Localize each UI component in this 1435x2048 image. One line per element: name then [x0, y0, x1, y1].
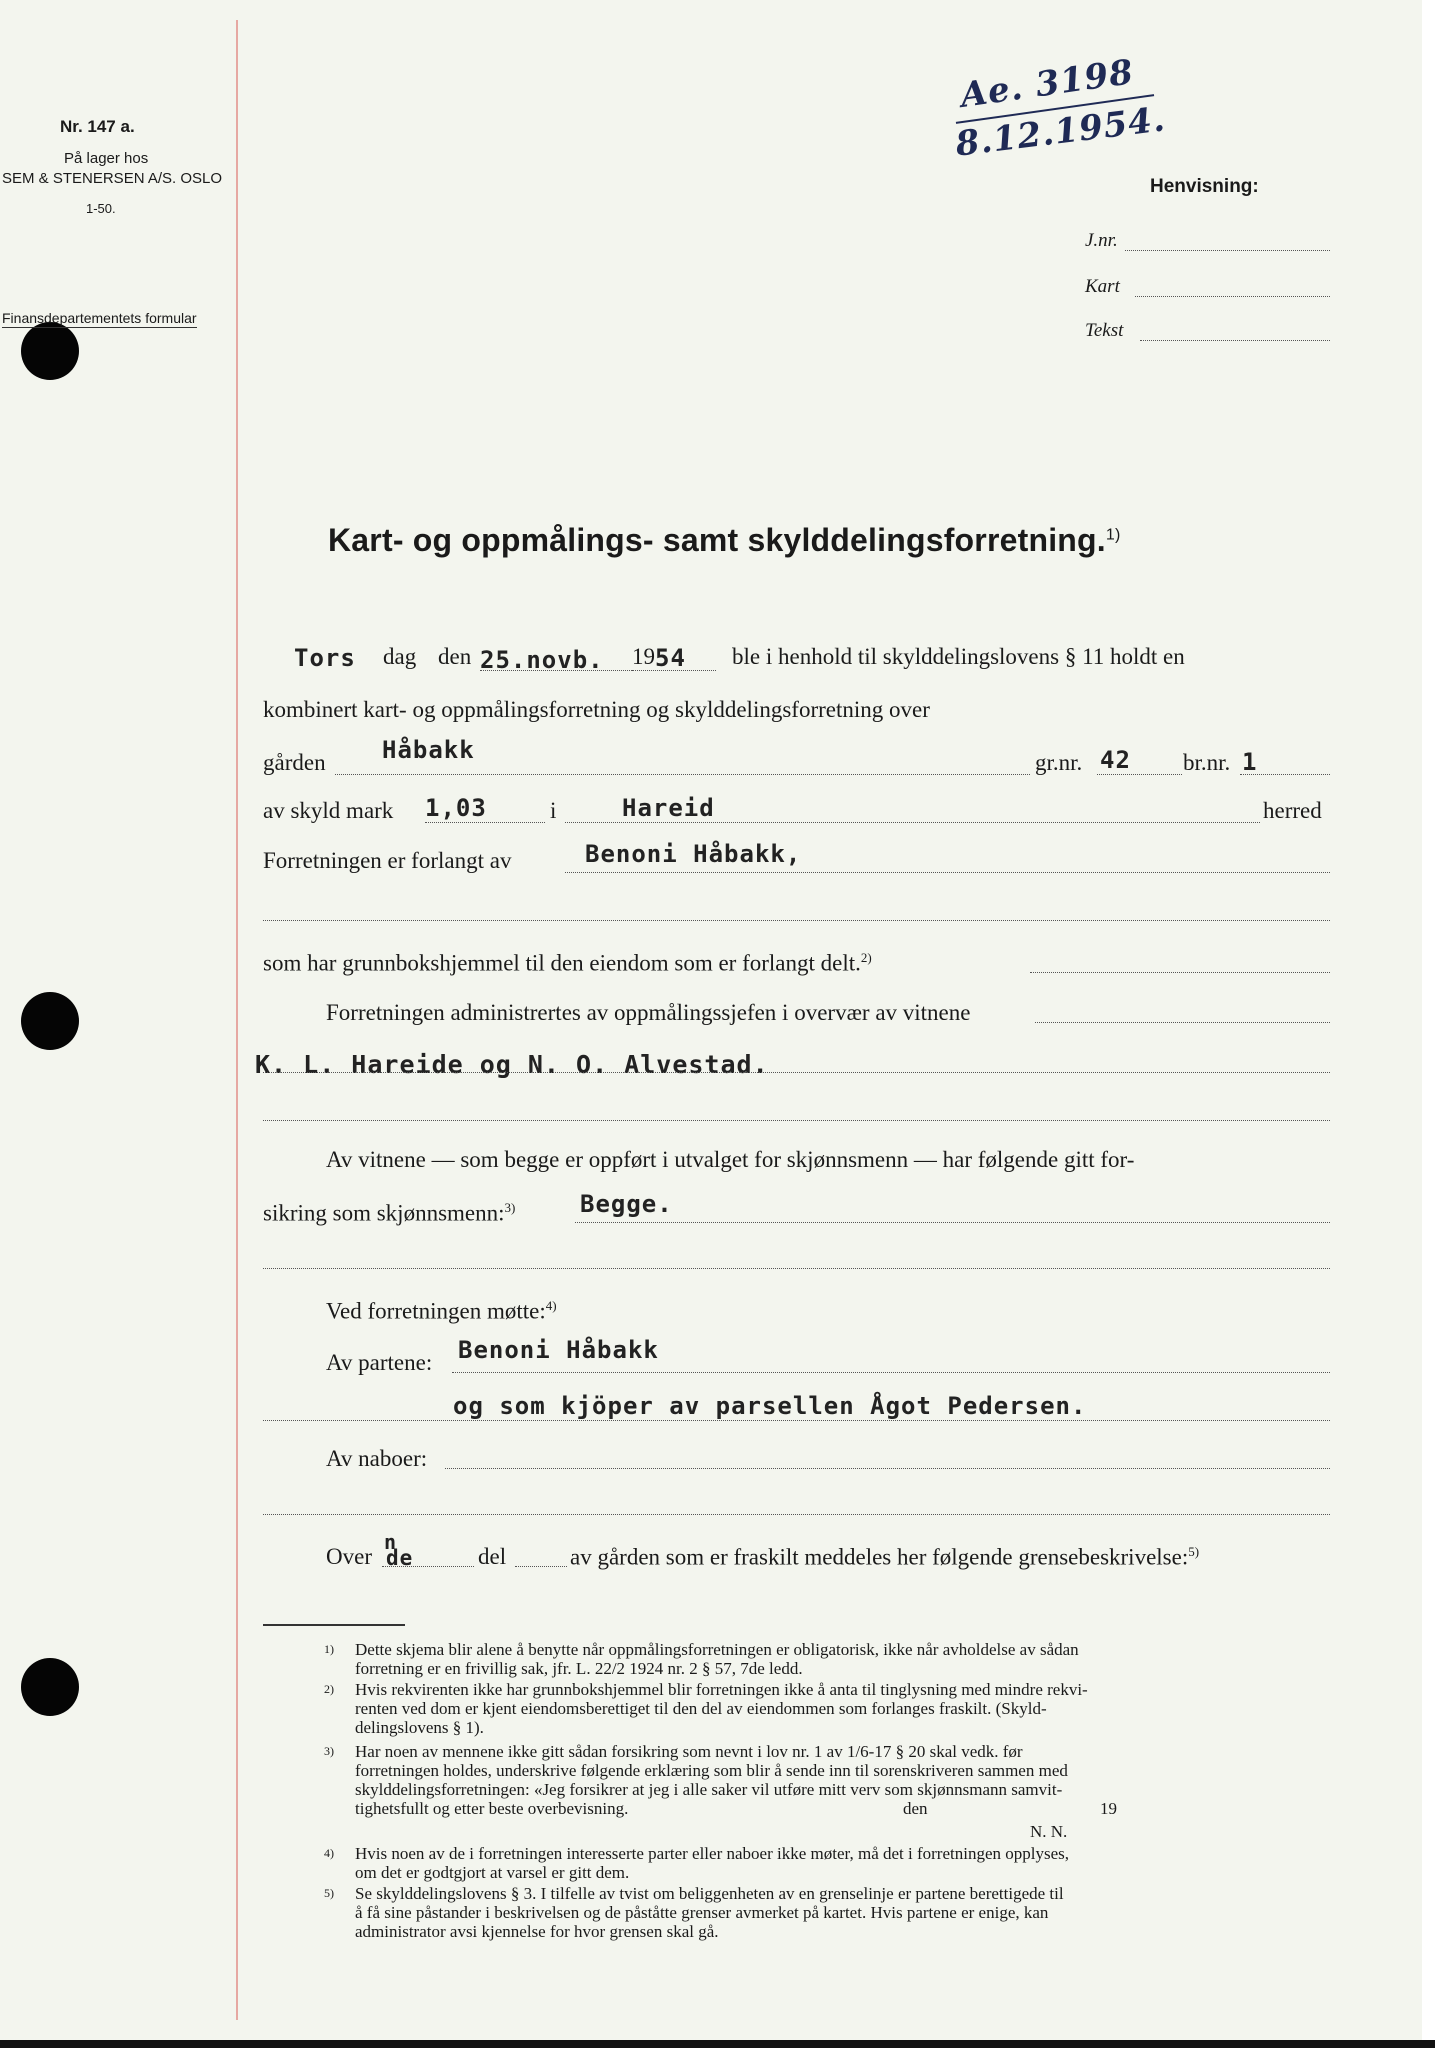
date-value: 25.novb. [480, 646, 604, 674]
boundary-text-span: av gården som er fraskilt meddeles her følgende grensebeskrivelse: [570, 1544, 1189, 1570]
parties-line-2: og som kjöper av parsellen Ågot Pedersen. [453, 1392, 1087, 1420]
footnote-1-line-1: Dette skjema blir alene å benytte når oppmålingsforretningen er obligatorisk, ikke når avholdelse av sådan [355, 1640, 1079, 1659]
over-label: Over [326, 1544, 372, 1569]
footnote-3-line-4: tighetsfullt og etter beste overbevisning. [355, 1799, 629, 1818]
witnesses-line [263, 1072, 1330, 1073]
parties-line-1-rule [452, 1372, 1330, 1373]
parties-line-2-rule [263, 1420, 1330, 1421]
footnote-5 [325, 1884, 1064, 1941]
declaration-signature: N. N. [1030, 1822, 1068, 1841]
brnr-line [1240, 774, 1330, 775]
footnote-3-line-3: skylddelingsforretningen: «Jeg forsikrer at jeg i alle saker vil utføre mitt verv som skjønnsmann samvit- [355, 1780, 1063, 1799]
over-value-n: n [384, 1530, 398, 1554]
footnote-1-line-2: forretning er en frivillig sak, jfr. L. 22/2 1924 nr. 2 § 57, 7de ledd. [355, 1659, 803, 1678]
footnote-5-num: 5) [324, 1886, 334, 1900]
attended-label-span: Ved forretningen møtte: [326, 1298, 546, 1324]
farm-label: gården [263, 750, 326, 775]
footnote-2-num: 2) [324, 1682, 334, 1696]
footnote-5-line-1: Se skylddelingslovens § 3. I tilfelle av tvist om beliggenheten av en grenselinje er partene berettigede til [355, 1884, 1064, 1903]
reference-tekst: Tekst [1085, 320, 1124, 341]
ministry-form: Finansdepartementets formular [2, 310, 197, 326]
blank-line-3 [263, 1268, 1330, 1269]
reference-label: Henvisning: [1150, 176, 1259, 197]
over-value-de: de [386, 1546, 414, 1570]
municipality-line [565, 822, 1260, 823]
in-label: i [550, 798, 557, 823]
witnesses: K. L. Hareide og N. O. Alvestad. [255, 1050, 769, 1079]
scan-edge [0, 2040, 1435, 2048]
grunnbok-text-span: som har grunnbokshjemmel til den eiendom som er forlangt delt. [263, 950, 861, 976]
footnote-3-line-2: forretningen holdes, underskrive følgende erklæring som blir å sende inn til sorenskriveren sammen med [355, 1761, 1068, 1780]
punch-hole-top [21, 322, 79, 380]
del-line [515, 1566, 567, 1567]
title-note: 1) [1105, 526, 1121, 544]
footnote-4-line-2: om det er godtgjort at varsel er gitt dem. [355, 1863, 630, 1882]
edition: 1-50. [86, 201, 116, 216]
footnote-4-line-1: Hvis noen av de i forretningen interesserte parter eller naboer ikke møter, må det i forretningen opplyses, [355, 1844, 1070, 1863]
stock-line-2: SEM & STENERSEN A/S. OSLO [2, 170, 223, 187]
stock-line-1: På lager hos [64, 150, 149, 167]
herred-label: herred [1263, 798, 1322, 823]
kart-line [1135, 296, 1330, 297]
year-prefix: 19 [632, 644, 655, 669]
margin-rule [236, 20, 238, 2020]
municipality: Hareid [622, 794, 715, 822]
witness-text-2 [263, 1200, 515, 1227]
grnr-line [1097, 774, 1182, 775]
grunnbok-text [263, 950, 872, 977]
footnote-2-line-1: Hvis rekvirenten ikke har grunnbokshjemmel blir forretningen ikke å anta til tinglysning med mindre rekvi- [355, 1680, 1088, 1699]
footnote-2-line-2: renten ved dom er kjent eiendomsberettiget til den del av eiendommen som forlanges fraskilt. (Skyld- [355, 1699, 1047, 1718]
footnote-4 [325, 1844, 1069, 1882]
reference-jnr: J.nr. [1085, 230, 1118, 251]
reference-kart: Kart [1085, 276, 1120, 297]
year-suffix: 54 [655, 644, 686, 672]
brnr-label: br.nr. [1183, 750, 1231, 775]
requested-label: Forretningen er forlangt av [263, 848, 512, 873]
grnr-label: gr.nr. [1035, 750, 1083, 775]
day-typed: Tors [294, 644, 356, 672]
witness-line [575, 1222, 1330, 1223]
footnote-3-line-1: Har noen av mennene ikke gitt sådan forsikring som nevnt i lov nr. 1 av 1/6-17 § 20 skal vedk. før [355, 1742, 1023, 1761]
punch-hole-middle [21, 992, 79, 1050]
blank-line-4 [263, 1514, 1330, 1515]
boundary-text [570, 1544, 1199, 1571]
grnr-value: 42 [1100, 746, 1131, 774]
form-number: Nr. 147 a. [60, 117, 135, 136]
admin-line [1035, 1022, 1330, 1023]
parties-label: Av partene: [326, 1350, 433, 1375]
requested-value: Benoni Håbakk, [585, 840, 802, 868]
footnote-3-num: 3) [324, 1744, 334, 1758]
del-label: del [478, 1544, 507, 1569]
footnote-1 [325, 1640, 1079, 1678]
farm-line [335, 774, 1030, 775]
footnote-5-line-3: administrator avsi kjennelse for hvor grensen skal gå. [355, 1922, 719, 1941]
witness-value: Begge. [580, 1190, 673, 1218]
skyld-line [425, 822, 545, 823]
journal-number: Ae. 3198 [958, 52, 1137, 116]
footnote-rule [263, 1624, 405, 1626]
punch-hole-bottom [21, 1658, 79, 1716]
parties-line-1: Benoni Håbakk [458, 1336, 659, 1364]
grunnbok-note: 2) [860, 950, 872, 965]
footnote-4-num: 4) [324, 1846, 334, 1860]
blank-line-1 [263, 920, 1330, 921]
skyld-value: 1,03 [425, 794, 487, 822]
day-label: dag [383, 644, 417, 669]
skyld-label: av skyld mark [263, 798, 394, 823]
witness-text-2-span: sikring som skjønnsmenn: [263, 1200, 505, 1226]
footnote-2-line-3: delingslovens § 1). [355, 1718, 484, 1737]
witness-note: 3) [504, 1200, 516, 1215]
farm-value: Håbakk [382, 736, 475, 764]
jnr-line [1125, 250, 1330, 251]
footnote-2 [325, 1680, 1088, 1737]
combined-text: kombinert kart- og oppmålingsforretning og skylddelingsforretning over [263, 697, 930, 722]
neighbours-line [445, 1468, 1330, 1469]
tekst-line [1140, 340, 1330, 341]
brnr-value: 1 [1242, 748, 1258, 776]
footnote-5-line-2: å få sine påstander i beskrivelsen og de påståtte grenser avmerket på kartet. Hvis partene er enige, kan [355, 1903, 1049, 1922]
declaration-year: 19 [1100, 1799, 1117, 1818]
blank-line-2 [263, 1120, 1330, 1121]
year-line [632, 670, 716, 671]
boundary-note: 5) [1188, 1544, 1200, 1559]
date-prefix: den [438, 644, 472, 669]
neighbours-label: Av naboer: [326, 1446, 428, 1471]
stamp-date: 8.12.1954. [953, 99, 1168, 165]
footnote-3 [325, 1742, 1068, 1818]
attended-label [326, 1298, 557, 1325]
page-title [328, 522, 1121, 559]
admin-text: Forretningen administrertes av oppmålingssjefen i overvær av vitnene [326, 1000, 971, 1025]
over-line [382, 1566, 474, 1567]
footnote-1-num: 1) [324, 1642, 334, 1656]
held-text: ble i henhold til skylddelingslovens § 11 holdt en [732, 644, 1185, 669]
declaration-den: den [903, 1799, 928, 1818]
witness-text-1: Av vitnene — som begge er oppført i utvalget for skjønnsmenn — har følgende gitt for- [326, 1147, 1135, 1172]
attended-note: 4) [545, 1298, 557, 1313]
requested-line [565, 872, 1330, 873]
title-text: Kart- og oppmålings- samt skylddelingsforretning. [328, 522, 1106, 558]
grunnbok-line [1030, 972, 1330, 973]
